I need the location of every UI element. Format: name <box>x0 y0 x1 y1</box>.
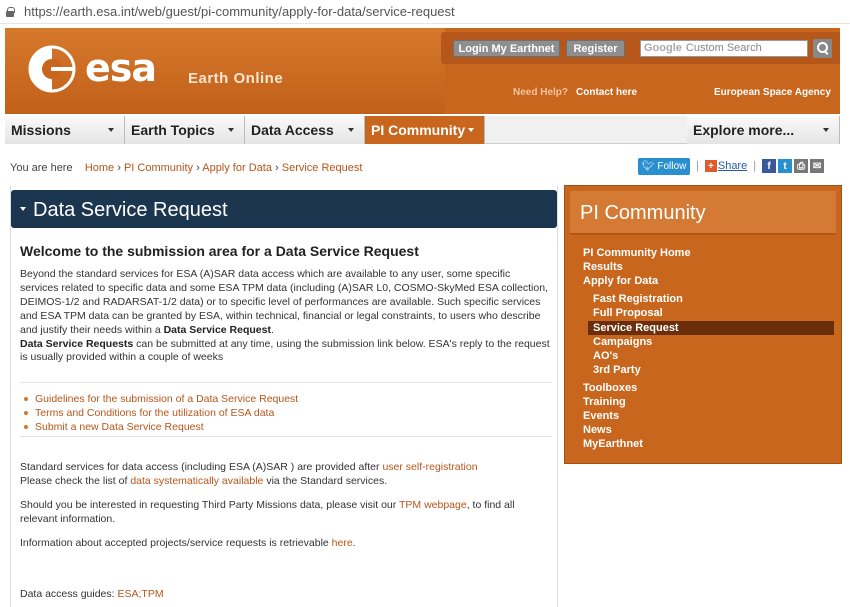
social-bar: 🐦︎ Follow | + Share | f t ⎙ ✉ <box>638 157 826 175</box>
logo-text[interactable]: esa <box>85 46 157 90</box>
sidebar-item-fast-registration[interactable]: Fast Registration <box>593 293 683 305</box>
sidebar <box>564 185 842 464</box>
sidebar-item-training[interactable]: Training <box>583 396 626 408</box>
nav-pi-community[interactable]: PI Community <box>365 116 485 144</box>
bullet-icon <box>24 411 28 415</box>
nav-missions[interactable]: Missions <box>5 116 125 144</box>
sidebar-item-myearthnet[interactable]: MyEarthnet <box>583 438 643 450</box>
site-header <box>5 28 840 114</box>
site-title[interactable]: Earth Online <box>188 70 284 87</box>
nav-data-access[interactable]: Data Access <box>245 116 365 144</box>
guides-link[interactable]: ESA;TPM <box>117 588 164 600</box>
breadcrumb: You are here Home › PI Community › Apply for Data › Service Request <box>10 162 363 174</box>
lock-icon <box>6 7 14 17</box>
breadcrumb-pi-community[interactable]: PI Community <box>123 162 194 174</box>
bullet-icon <box>24 397 28 401</box>
standard-services-text: Standard services for data access (including ESA (A)SAR ) are provided after user self-registration Please check the list of data systematically available via the Standard services. <box>20 461 478 487</box>
agency-link[interactable]: European Space Agency <box>714 87 831 98</box>
self-registration-link[interactable]: user self-registration <box>382 461 478 473</box>
share-link[interactable]: Share <box>717 160 748 172</box>
list-item[interactable]: Submit a new Data Service Request <box>24 420 544 434</box>
chevron-down-icon <box>468 128 474 132</box>
esa-logo-icon[interactable] <box>27 44 77 94</box>
list-item[interactable]: Terms and Conditions for the utilization of ESA data <box>24 406 544 420</box>
divider <box>20 382 552 383</box>
sidebar-item-campaigns[interactable]: Campaigns <box>593 336 653 348</box>
nav-explore-more[interactable]: Explore more... <box>687 116 840 144</box>
sidebar-item-news[interactable]: News <box>583 424 612 436</box>
tpm-webpage-link[interactable]: TPM webpage <box>399 499 467 511</box>
twitter-follow-button[interactable]: 🐦︎ Follow <box>638 158 690 175</box>
address-bar[interactable] <box>0 0 850 24</box>
sidebar-item-pi-community-home[interactable]: PI Community Home <box>583 247 691 259</box>
list-item[interactable]: Guidelines for the submission of a Data Service Request <box>24 392 544 406</box>
bullet-icon <box>24 425 28 429</box>
chevron-down-icon <box>823 128 829 132</box>
twitter-icon[interactable]: t <box>778 159 792 173</box>
need-help-label: Need Help? <box>513 87 569 98</box>
search-input[interactable]: Google Custom Search <box>640 40 808 57</box>
sidebar-title: PI Community <box>570 191 836 235</box>
chevron-down-icon <box>228 128 234 132</box>
facebook-icon[interactable]: f <box>762 159 776 173</box>
info-text: Information about accepted projects/service requests is retrievable here. <box>20 537 356 549</box>
search-icon[interactable] <box>813 39 832 58</box>
breadcrumb-apply-for-data[interactable]: Apply for Data <box>202 162 272 174</box>
sidebar-item-service-request[interactable]: Service Request <box>588 321 834 335</box>
sidebar-item-events[interactable]: Events <box>583 410 620 422</box>
sidebar-item-aos[interactable]: AO's <box>593 350 619 362</box>
register-button[interactable]: Register <box>566 40 625 57</box>
data-available-link[interactable]: data systematically available <box>130 474 264 487</box>
contact-link[interactable]: Contact here <box>576 87 638 98</box>
request-links <box>24 392 544 434</box>
nav-earth-topics[interactable]: Earth Topics <box>125 116 245 144</box>
main-nav <box>5 116 840 144</box>
chevron-down-icon <box>348 128 354 132</box>
sidebar-item-full-proposal[interactable]: Full Proposal <box>593 307 663 319</box>
login-button[interactable]: Login My Earthnet <box>453 40 560 57</box>
intro-paragraph: Beyond the standard services for ESA (A)SAR data access which are available to any user, some specific services related to specific data and some ESA TPM data (including (A)SAR L0, COSMO-SkyMed ESA collection, DEIMOS-1/2 and RADARSAT-1/2 data) or to specific level of performances are available. Such specific services and ESA TPM data can be granted by ESA, within technical, financial or legal constraints, to users who describe and justify their needs within a Data Service Request. Data Service Requests can be submitted at any time, using the submission link below. ESA's reply to the request is usually provided within a couple of weeks <box>20 268 550 364</box>
main-content <box>10 186 558 607</box>
collapse-icon[interactable] <box>20 207 26 211</box>
sidebar-item-results[interactable]: Results <box>583 261 623 273</box>
sidebar-item-3rd-party[interactable]: 3rd Party <box>593 364 641 376</box>
page-title-bar <box>11 190 557 228</box>
google-logo: Google <box>644 42 682 54</box>
chevron-down-icon <box>108 128 114 132</box>
sidebar-item-toolboxes[interactable]: Toolboxes <box>583 382 638 394</box>
page-title: Data Service Request <box>33 199 228 221</box>
bird-icon: 🐦︎ <box>641 160 655 172</box>
here-link[interactable]: here <box>331 537 353 549</box>
print-icon[interactable]: ⎙ <box>794 159 808 173</box>
breadcrumb-home[interactable]: Home <box>84 162 115 174</box>
divider <box>20 436 552 437</box>
tpm-text: Should you be interested in requesting Third Party Missions data, please visit our TPM webpage, to find all relevant information. <box>20 499 515 525</box>
sidebar-item-apply-for-data[interactable]: Apply for Data <box>583 275 659 287</box>
guides-text: Data access guides: ESA;TPM <box>20 588 164 600</box>
welcome-heading: Welcome to the submission area for a Data Service Request <box>20 243 419 259</box>
plus-icon[interactable]: + <box>705 160 717 172</box>
email-icon[interactable]: ✉ <box>810 159 824 173</box>
breadcrumb-service-request[interactable]: Service Request <box>281 162 363 174</box>
url-text[interactable]: https://earth.esa.int/web/guest/pi-community/apply-for-data/service-request <box>24 4 455 19</box>
